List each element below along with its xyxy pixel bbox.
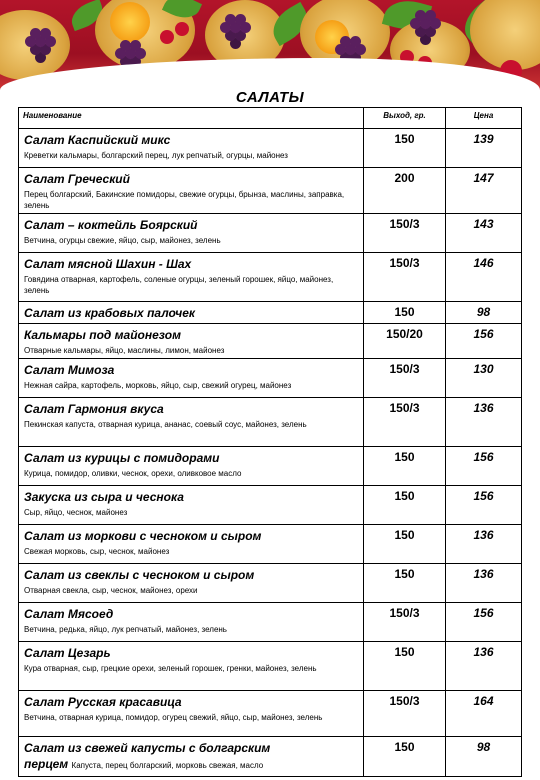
dish-description: Отварные кальмары, яйцо, маслины, лимон, майонез xyxy=(24,346,225,355)
dish-description: Перец болгарский, Бакинские помидоры, свежие огурцы, брынза, маслины, заправка, зелень xyxy=(24,190,345,210)
table-row xyxy=(19,642,522,691)
dish-cell xyxy=(19,129,364,168)
table-row xyxy=(19,398,522,447)
dish-description: Свежая морковь, сыр, чеснок, майонез xyxy=(24,547,170,556)
dish-name: Салат из крабовых палочек xyxy=(24,306,196,320)
dish-cell xyxy=(19,168,364,214)
dish-weight: 150 xyxy=(364,564,446,603)
dish-name: Салат Мясоед xyxy=(24,607,114,621)
dish-cell xyxy=(19,214,364,253)
dish-cell xyxy=(19,302,364,324)
dish-weight: 150/20 xyxy=(364,324,446,359)
table-row xyxy=(19,168,522,214)
dish-name: Закуска из сыра и чеснока xyxy=(24,490,184,504)
dish-weight: 150/3 xyxy=(364,359,446,398)
dish-price: 143 xyxy=(446,214,522,253)
dish-name: Салат Русская красавица xyxy=(24,695,182,709)
dish-description: Говядина отварная, картофель, соленые огурцы, зеленый горошек, яйцо, майонез, зелень xyxy=(24,275,334,295)
column-header-weight: Выход, гр. xyxy=(364,108,446,129)
dish-cell xyxy=(19,642,364,691)
dish-weight: 150/3 xyxy=(364,253,446,302)
dish-weight: 150 xyxy=(364,737,446,777)
dish-price: 156 xyxy=(446,603,522,642)
header-banner-image xyxy=(0,0,540,90)
dish-weight: 150 xyxy=(364,486,446,525)
dish-name: Салат из моркови с чесноком и сыром xyxy=(24,529,262,543)
dish-description: Пекинская капуста, отварная курица, ананас, соевый соус, майонез, зелень xyxy=(24,420,307,429)
dish-description: Сыр, яйцо, чеснок, майонез xyxy=(24,508,128,517)
dish-description: Нежная сайра, картофель, морковь, яйцо, сыр, свежий огурец, майонез xyxy=(24,381,292,390)
dish-description: Кура отварная, сыр, грецкие орехи, зеленый горошек, гренки, майонез, зелень xyxy=(24,664,317,673)
dish-cell xyxy=(19,737,364,777)
dish-price: 156 xyxy=(446,486,522,525)
table-header-row xyxy=(19,108,522,129)
dish-weight: 150/3 xyxy=(364,691,446,737)
dish-cell xyxy=(19,324,364,359)
dish-cell xyxy=(19,691,364,737)
page-title: САЛАТЫ xyxy=(235,89,305,106)
dish-price: 136 xyxy=(446,398,522,447)
dish-price: 147 xyxy=(446,168,522,214)
dish-description: Ветчина, отварная курица, помидор, огурец свежий, яйцо, сыр, майонез, зелень xyxy=(24,713,323,722)
table-row xyxy=(19,603,522,642)
table-row xyxy=(19,302,522,324)
table-row xyxy=(19,737,522,777)
dish-name: Салат из курицы с помидорами xyxy=(24,451,220,465)
column-header-price: Цена xyxy=(446,108,522,129)
dish-price: 136 xyxy=(446,564,522,603)
dish-price: 98 xyxy=(446,302,522,324)
table-row xyxy=(19,253,522,302)
dish-weight: 150 xyxy=(364,302,446,324)
table-row xyxy=(19,486,522,525)
dish-price: 98 xyxy=(446,737,522,777)
dish-name: Салат Каспийский микс xyxy=(24,133,171,147)
dish-description: Отварная свекла, сыр, чеснок, майонез, орехи xyxy=(24,586,198,595)
column-header-name: Наименование xyxy=(19,108,364,129)
dish-weight: 150 xyxy=(364,525,446,564)
dish-name: Салат из свежей капусты с болгарским xyxy=(24,741,271,755)
dish-price: 164 xyxy=(446,691,522,737)
table-row xyxy=(19,324,522,359)
table-row xyxy=(19,525,522,564)
dish-description: Курица, помидор, оливки, чеснок, орехи, оливковое масло xyxy=(24,469,242,478)
dish-description: Капуста, перец болгарский, морковь свежая, масло xyxy=(71,761,264,770)
dish-cell xyxy=(19,564,364,603)
dish-weight: 150 xyxy=(364,129,446,168)
dish-price: 156 xyxy=(446,447,522,486)
dish-name-part: перцем xyxy=(24,757,69,771)
table-row xyxy=(19,359,522,398)
dish-cell xyxy=(19,398,364,447)
dish-name: Салат Мимоза xyxy=(24,363,115,377)
dish-weight: 200 xyxy=(364,168,446,214)
dish-description: Ветчина, редька, яйцо, лук репчатый, майонез, зелень xyxy=(24,625,227,634)
dish-price: 156 xyxy=(446,324,522,359)
dish-weight: 150/3 xyxy=(364,398,446,447)
table-row xyxy=(19,691,522,737)
dish-weight: 150/3 xyxy=(364,603,446,642)
dish-description: Ветчина, огурцы свежие, яйцо, сыр, майонез, зелень xyxy=(24,236,221,245)
dish-cell xyxy=(19,486,364,525)
dish-name: Кальмары под майонезом xyxy=(24,328,181,342)
table-row xyxy=(19,129,522,168)
table-row xyxy=(19,214,522,253)
dish-price: 136 xyxy=(446,642,522,691)
dish-description: Креветки кальмары, болгарский перец, лук репчатый, огурцы, майонез xyxy=(24,151,288,160)
dish-cell xyxy=(19,359,364,398)
dish-cell xyxy=(19,253,364,302)
dish-name: Салат Цезарь xyxy=(24,646,111,660)
dish-price: 139 xyxy=(446,129,522,168)
dish-name: Салат Греческий xyxy=(24,172,130,186)
dish-price: 136 xyxy=(446,525,522,564)
table-row xyxy=(19,564,522,603)
menu-table xyxy=(18,107,522,777)
table-row xyxy=(19,447,522,486)
dish-cell xyxy=(19,525,364,564)
dish-name-cont xyxy=(24,756,358,774)
dish-price: 130 xyxy=(446,359,522,398)
dish-cell xyxy=(19,447,364,486)
dish-weight: 150 xyxy=(364,642,446,691)
dish-name: Салат Гармония вкуса xyxy=(24,402,164,416)
dish-name: Салат – коктейль Боярский xyxy=(24,218,198,232)
dish-weight: 150/3 xyxy=(364,214,446,253)
dish-weight: 150 xyxy=(364,447,446,486)
dish-name: Салат мясной Шахин - Шах xyxy=(24,257,192,271)
dish-cell xyxy=(19,603,364,642)
dish-price: 146 xyxy=(446,253,522,302)
dish-name: Салат из свеклы с чесноком и сыром xyxy=(24,568,255,582)
